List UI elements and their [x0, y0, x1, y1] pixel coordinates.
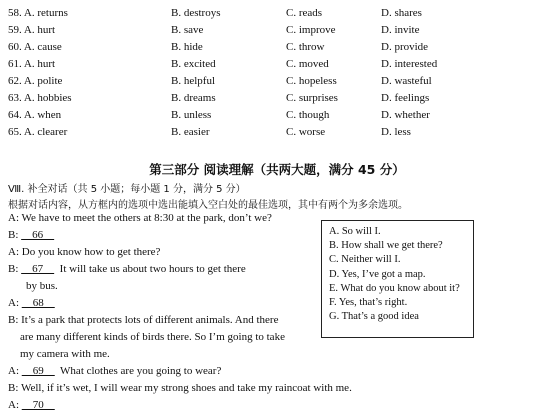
choice-a: 64. A. when — [8, 109, 62, 121]
dialogue-text: It will take us about two hours to get there — [54, 263, 246, 275]
dialogue-text: What clothes are you going to wear? — [54, 365, 222, 377]
blank-67: 67 — [21, 263, 55, 275]
instruction: 根据对话内容，从方框内的选项中选出能填入空白处的最佳选项，其中有两个为多余选项。 — [8, 200, 408, 211]
blank-69: 69 — [21, 365, 55, 377]
choice-c: C. moved — [286, 58, 329, 70]
choice-row-62 — [0, 73, 554, 90]
choice-b: B. excited — [171, 58, 216, 70]
choice-d: D. shares — [381, 7, 422, 19]
choice-row-64 — [0, 107, 554, 124]
blank-66: 66 — [21, 229, 55, 241]
choice-b: B. helpful — [171, 75, 215, 87]
choice-c: C. surprises — [286, 92, 338, 104]
speaker: A: — [8, 399, 22, 411]
choice-b: B. destroys — [171, 7, 221, 19]
choice-c: C. though — [286, 109, 330, 121]
speaker: A: — [8, 297, 22, 309]
dialogue-line — [8, 263, 246, 275]
options-box — [321, 220, 474, 338]
speaker: B: — [8, 229, 22, 241]
speaker: A: — [8, 365, 22, 377]
option-g: G. That’s a good idea — [329, 311, 419, 323]
choice-a: 62. A. polite — [8, 75, 63, 87]
choice-d: D. provide — [381, 41, 429, 53]
option-f: F. Yes, that’s right. — [329, 297, 408, 309]
dialogue-line: are many different kinds of birds there. So I’m going to take — [20, 331, 285, 343]
dialogue-line: A: We have to meet the others at 8:30 at the park, don’t we? — [8, 212, 272, 224]
choice-d: D. less — [381, 126, 411, 138]
dialogue-line: B: Well, if it’s wet, I will wear my strong shoes and take my raincoat with me. — [8, 382, 352, 394]
choice-a: 65. A. clearer — [8, 126, 68, 138]
choice-d: D. invite — [381, 24, 420, 36]
option-e: E. What do you know about it? — [329, 282, 460, 294]
dialogue-line: A: Do you know how to get there? — [8, 246, 161, 258]
choice-b: B. save — [171, 24, 204, 36]
choice-b: B. unless — [171, 109, 212, 121]
dialogue-line — [8, 399, 55, 411]
choice-c: C. worse — [286, 126, 326, 138]
choice-d: D. whether — [381, 109, 430, 121]
choice-d: D. interested — [381, 58, 438, 70]
speaker: B: — [8, 263, 22, 275]
dialogue-line: B: It’s a park that protects lots of different animals. And there — [8, 314, 279, 326]
choice-row-60 — [0, 39, 554, 56]
choice-a: 63. A. hobbies — [8, 92, 72, 104]
dialogue-line — [8, 365, 221, 377]
dialogue-line — [8, 229, 54, 241]
choice-c: C. reads — [286, 7, 323, 19]
option-a: A. So will I. — [329, 226, 381, 237]
option-d: D. Yes, I’ve got a map. — [329, 268, 426, 280]
dialogue-line — [8, 297, 55, 309]
option-b: B. How shall we get there? — [329, 240, 443, 252]
choice-row-63 — [0, 90, 554, 107]
choice-row-59 — [0, 22, 554, 39]
blank-70: 70 — [21, 399, 55, 411]
choice-c: C. improve — [286, 24, 336, 36]
sub-heading: Ⅷ. 补全对话（共 5 小题；每小题 1 分，满分 5 分） — [8, 184, 246, 195]
choice-row-65 — [0, 124, 554, 141]
choice-b: B. dreams — [171, 92, 216, 104]
choice-a: 61. A. hurt — [8, 58, 56, 70]
choice-d: D. feelings — [381, 92, 430, 104]
choice-a: 60. A. cause — [8, 41, 62, 53]
choice-b: B. easier — [171, 126, 210, 138]
dialogue-line: by bus. — [26, 280, 58, 292]
choice-d: D. wasteful — [381, 75, 432, 87]
blank-68: 68 — [21, 297, 55, 309]
choice-c: C. throw — [286, 41, 325, 53]
option-c: C. Neither will I. — [329, 254, 401, 266]
choice-b: B. hide — [171, 41, 203, 53]
section-title: 第三部分 阅读理解（共两大题，满分 45 分） — [149, 162, 405, 177]
dialogue-line: my camera with me. — [20, 348, 110, 360]
choice-a: 58. A. returns — [8, 7, 68, 19]
choice-row-61 — [0, 56, 554, 73]
choice-c: C. hopeless — [286, 75, 337, 87]
choice-a: 59. A. hurt — [8, 24, 56, 36]
choice-row-58 — [0, 5, 554, 22]
